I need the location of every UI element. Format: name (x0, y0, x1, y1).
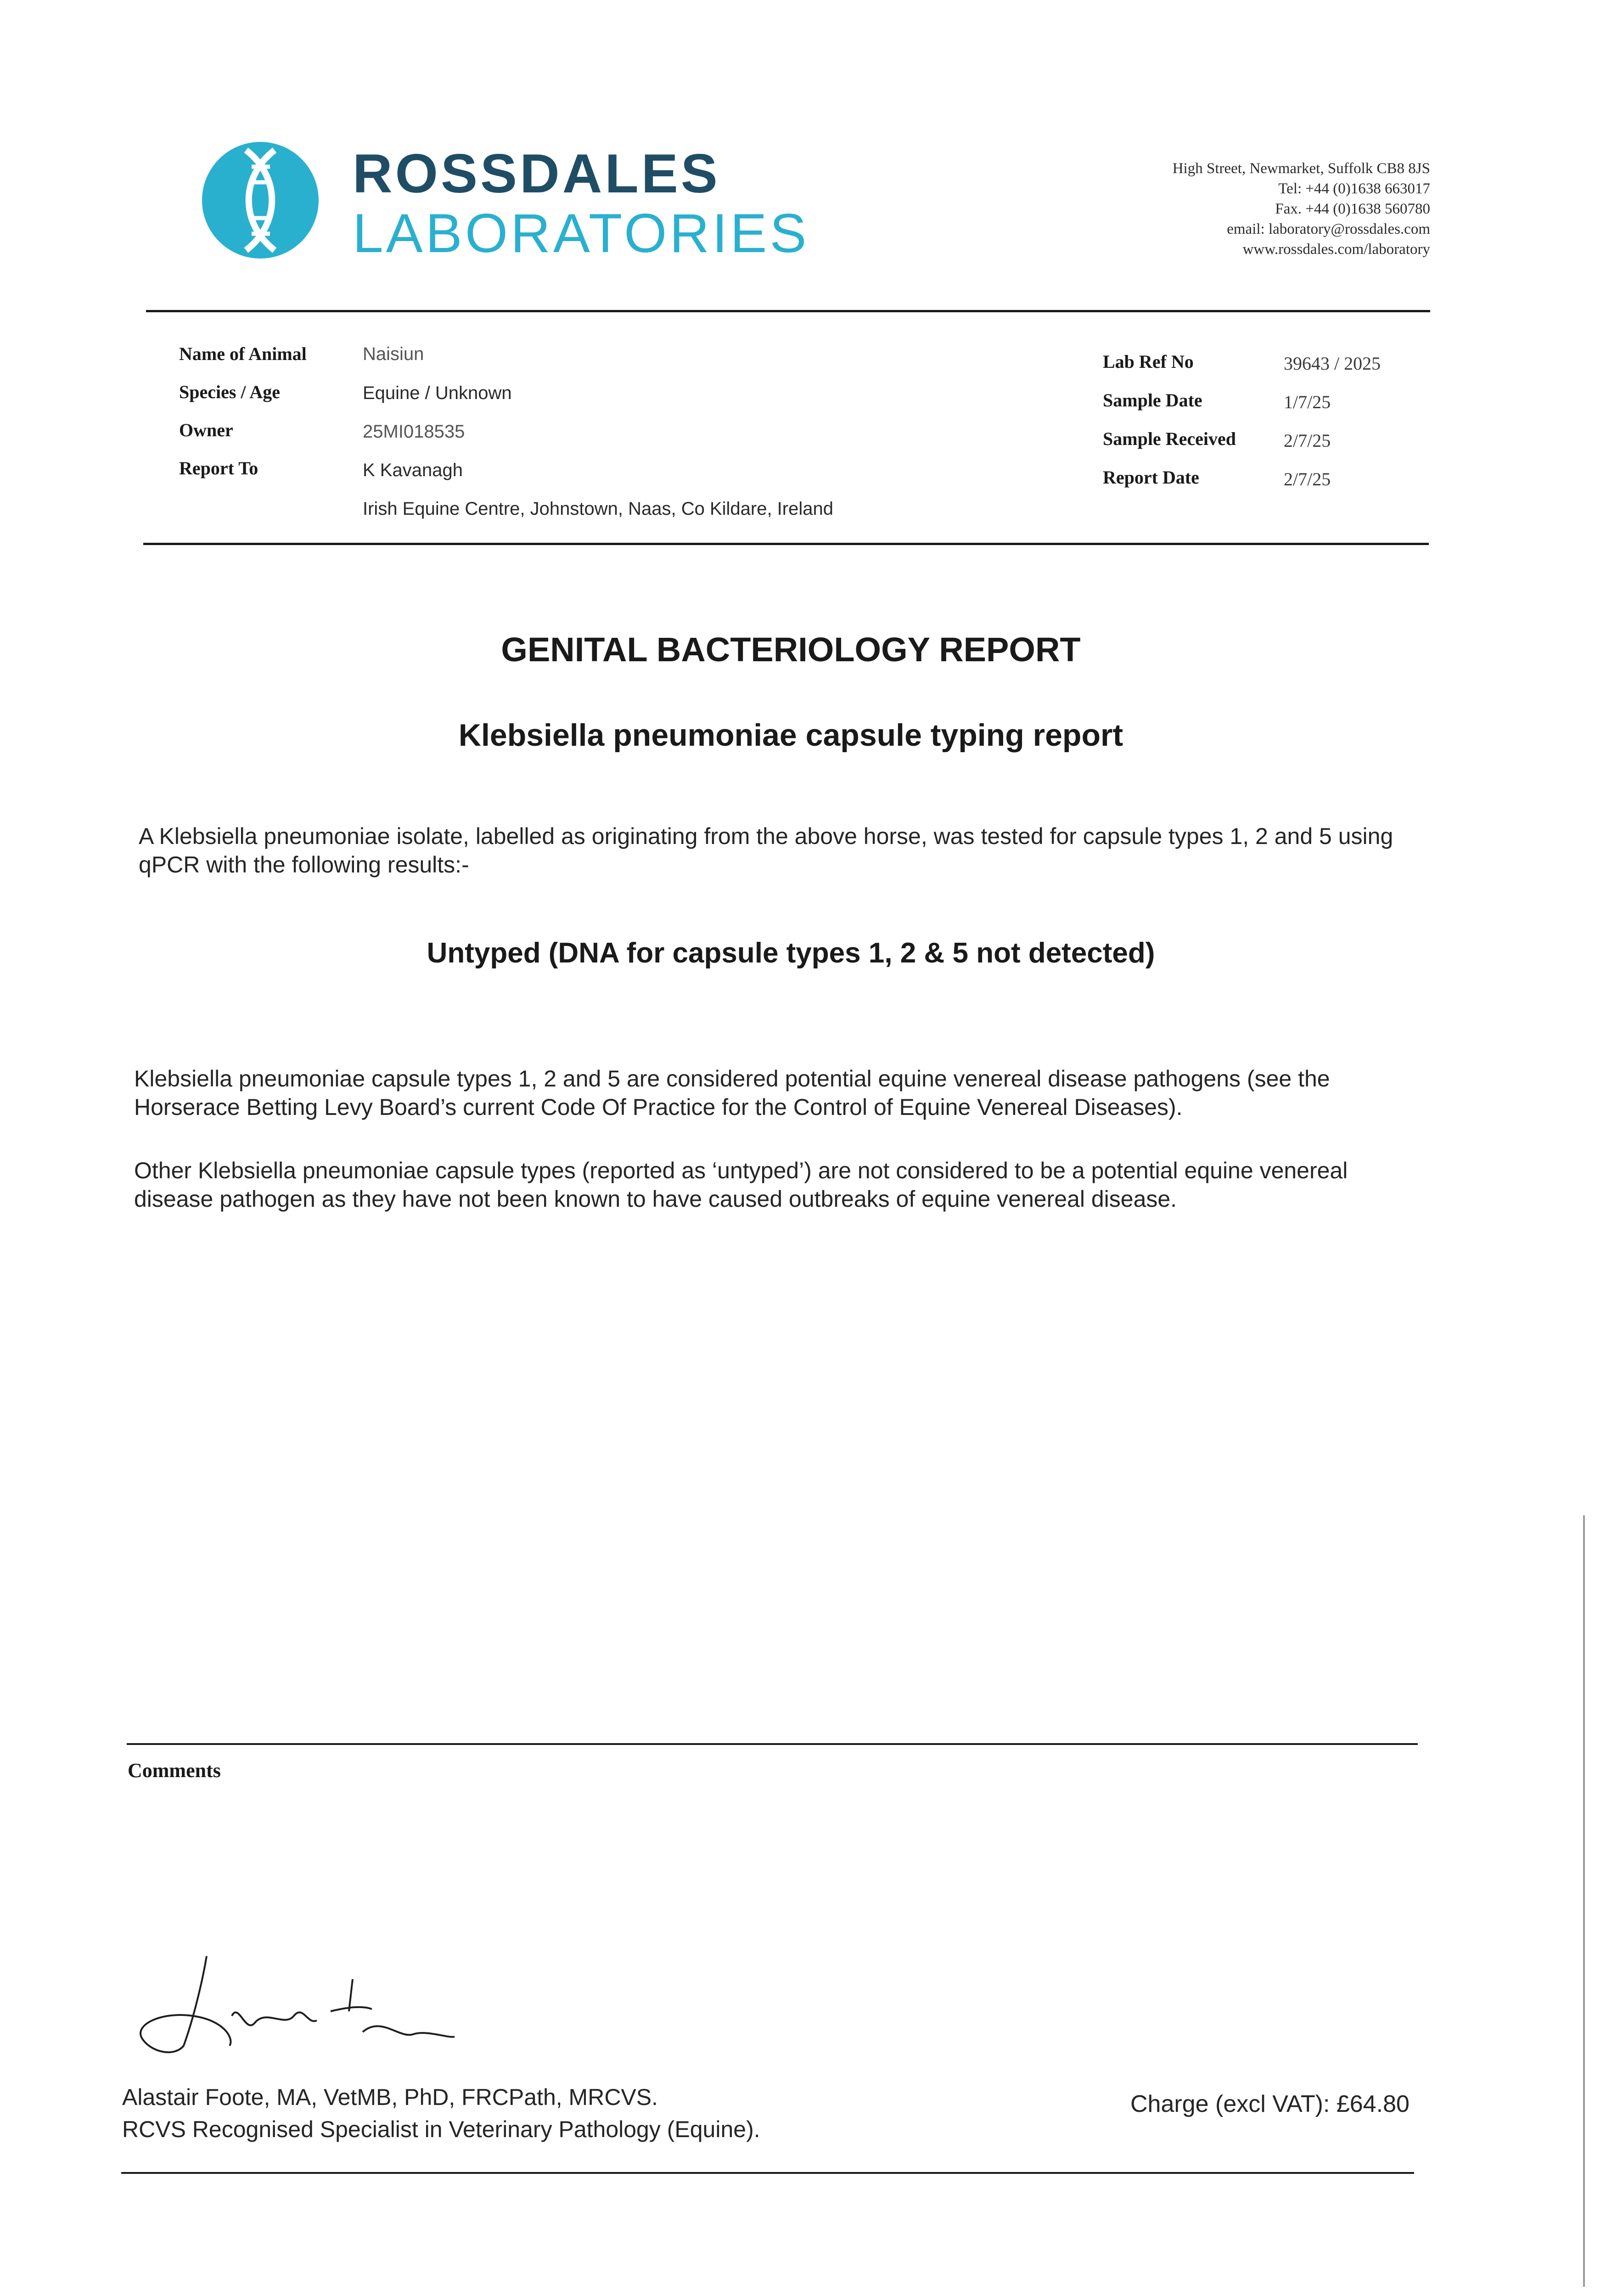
species-age-label: Species / Age (179, 382, 280, 402)
species-age-value: Equine / Unknown (363, 383, 512, 403)
contact-email: email: laboratory@rossdales.com (1227, 221, 1430, 237)
animal-name-value: Naisiun (363, 344, 424, 364)
charge-amount: Charge (excl VAT): £64.80 (1130, 2091, 1410, 2117)
lab-ref-value: 39643 / 2025 (1284, 353, 1381, 374)
report-date-value: 2/7/25 (1284, 469, 1331, 490)
report-to-label: Report To (179, 458, 258, 478)
sample-received-value: 2/7/25 (1284, 430, 1331, 451)
report-title: GENITAL BACTERIOLOGY REPORT (501, 630, 1081, 669)
dna-helix-icon (200, 140, 320, 260)
signer-block (122, 2081, 760, 2145)
sample-date-value: 1/7/25 (1284, 392, 1331, 412)
contact-fax: Fax. +44 (0)1638 560780 (1275, 201, 1430, 217)
sample-date-label: Sample Date (1103, 390, 1202, 411)
report-subtitle: Klebsiella pneumoniae capsule typing report (458, 718, 1123, 753)
footer-divider (121, 2172, 1414, 2174)
brand-subname: LABORATORIES (353, 203, 809, 264)
signature (133, 1947, 464, 2057)
intro-paragraph: A Klebsiella pneumoniae isolate, labelled as originating from the above horse, was tested for capsule types 1, 2 and 5 using qPCR with the following results:- (139, 823, 1393, 878)
contact-block (1173, 158, 1430, 259)
contact-address: High Street, Newmarket, Suffolk CB8 8JS (1172, 160, 1430, 177)
comments-label: Comments (128, 1759, 221, 1782)
report-to-value: K Kavanagh (363, 460, 463, 480)
lab-ref-label: Lab Ref No (1103, 351, 1194, 372)
contact-web: www.rossdales.com/laboratory (1242, 241, 1430, 258)
note-paragraph-2: Other Klebsiella pneumoniae capsule types (reported as ‘untyped’) are not considered to be a potential equine venereal disease pathogen as they have not been known to have caused outbreaks of equine venereal disease. (134, 1158, 1348, 1212)
animal-name-label: Name of Animal (179, 343, 307, 364)
test-result: Untyped (DNA for capsule types 1, 2 & 5 not detected) (427, 937, 1155, 969)
owner-label: Owner (179, 420, 233, 440)
brand-name: ROSSDALES (353, 143, 720, 204)
signer-name: Alastair Foote, MA, VetMB, PhD, FRCPath, MRCVS. (122, 2084, 658, 2110)
scan-edge-line (1583, 1515, 1585, 2287)
header-divider (146, 310, 1430, 312)
sample-received-label: Sample Received (1103, 428, 1236, 449)
contact-tel: Tel: +44 (0)1638 663017 (1278, 180, 1430, 197)
report-to-address: Irish Equine Centre, Johnstown, Naas, Co Kildare, Ireland (363, 499, 833, 519)
info-divider (143, 543, 1429, 545)
owner-value: 25MI018535 (363, 422, 465, 442)
signer-title: RCVS Recognised Specialist in Veterinary Pathology (Equine). (122, 2116, 760, 2142)
comments-divider (127, 1743, 1418, 1745)
note-paragraph-1: Klebsiella pneumoniae capsule types 1, 2 and 5 are considered potential equine venereal disease pathogens (see the Horserace Betting Levy Board’s current Code Of Practice for the Control of Equine Venereal Diseases). (134, 1066, 1330, 1120)
report-date-label: Report Date (1103, 467, 1199, 488)
